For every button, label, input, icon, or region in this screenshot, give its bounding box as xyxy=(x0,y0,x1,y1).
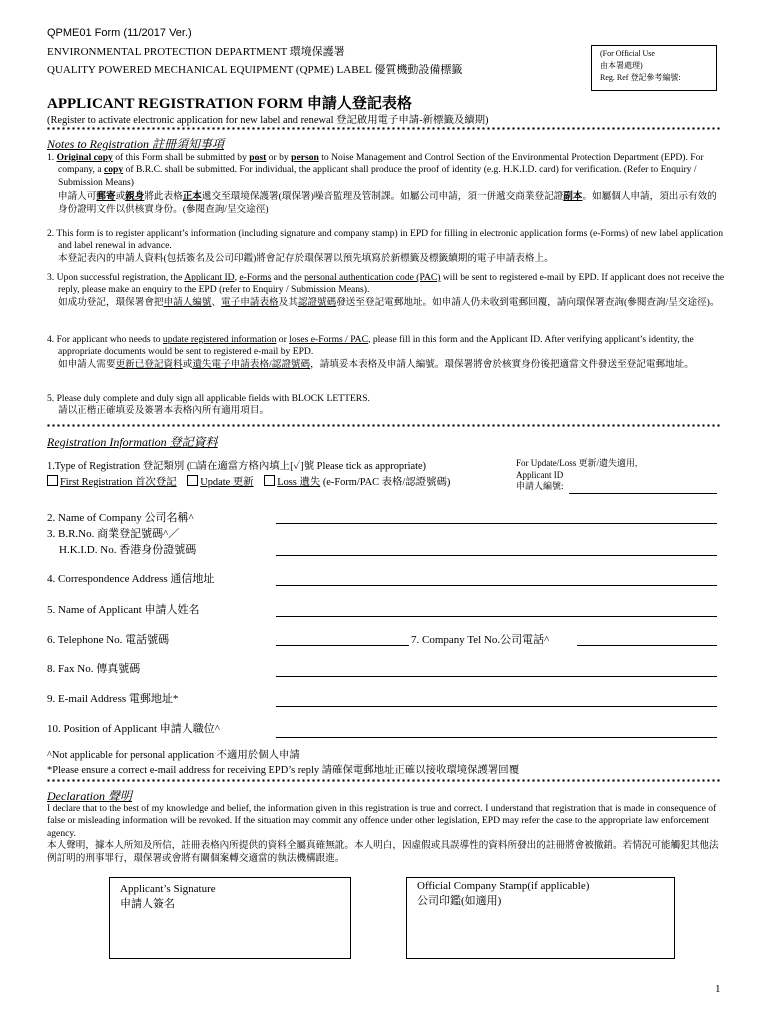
checkbox[interactable] xyxy=(47,475,58,486)
company-tel-label: 7. Company Tel No.公司電話^ xyxy=(411,634,550,646)
registration-type-options xyxy=(47,473,450,488)
telephone-label: 6. Telephone No. 電話號碼 xyxy=(47,634,170,646)
stamp-label-zh: 公司印鑑(如適用) xyxy=(417,895,502,907)
company-tel-input[interactable] xyxy=(577,645,717,646)
company-stamp-box[interactable] xyxy=(406,877,675,959)
official-use-line-2: 由本署處理) xyxy=(600,61,643,70)
signature-label: Applicant’s Signature xyxy=(120,883,216,895)
note-2-zh: 本登記表內的申請人資料(包括簽名及公司印鑑)將會記存於環保署以預先填寫於新標籤及標籤續期的電子申請表格上。 xyxy=(58,252,554,264)
declaration-text xyxy=(47,803,725,865)
footnote-personal: ^Not applicable for personal application 不適用於個人申請 xyxy=(47,750,300,761)
applicant-name-label: 5. Name of Applicant 申請人姓名 xyxy=(47,604,200,616)
notes-heading: Notes to Registration 註冊須知事項 xyxy=(47,137,225,151)
telephone-input[interactable] xyxy=(276,645,409,646)
note-3-en: 3. Upon successful registration, the Applicant ID, e-Forms and the personal authentication code (PAC) will be sent to registered e-mail by EPD. If applicant does not receive the reply, please make an enquiry to the EPD (refer to Enquiry / Submission Means). xyxy=(47,272,725,296)
stamp-label: Official Company Stamp(if applicable) xyxy=(417,880,590,892)
registration-heading: Registration Information 登記資料 xyxy=(47,435,218,449)
form-id: QPME01 Form (11/2017 Ver.) xyxy=(47,27,192,39)
applicant-id-input[interactable] xyxy=(569,493,717,494)
registration-type-label: 1.Type of Registration 登記類別 (□請在適當方格內填上[✓]號 Please tick as appropriate) xyxy=(47,461,427,472)
note-1 xyxy=(47,152,725,216)
applicant-name-input[interactable] xyxy=(276,616,717,617)
note-3 xyxy=(47,272,725,309)
note-4-en: 4. For applicant who needs to update registered information or loses e-Forms / PAC, please fill in this form and the Applicant ID. After verifying applicant’s identity, the appropriate documents would be sent to registered e-mail by EPD. xyxy=(47,334,694,358)
br-no-label: 3. B.R.No. 商業登記號碼^／ xyxy=(47,528,180,540)
checkbox[interactable] xyxy=(187,475,198,486)
checkbox[interactable] xyxy=(264,475,275,486)
address-label: 4. Correspondence Address 通信地址 xyxy=(47,573,215,585)
email-input[interactable] xyxy=(276,706,717,707)
option-first-registration[interactable]: First Registration 首次登記 xyxy=(47,477,177,488)
declaration-heading: Declaration 聲明 xyxy=(47,789,132,803)
fax-label: 8. Fax No. 傳真號碼 xyxy=(47,663,141,675)
option-loss[interactable]: Loss 遺失 xyxy=(264,477,320,488)
declaration-zh: 本人聲明，據本人所知及所信，註冊表格內所提供的資料全屬真確無訛。本人明白，因虛假或具誤導性的資料所發出的註冊將會被撤銷。若情況可能觸犯其他法例訂明的刑事罪行，環保署或會將有關個案轉交適當的執法機構跟進。 xyxy=(47,840,719,864)
note-2 xyxy=(47,228,725,265)
position-input[interactable] xyxy=(276,737,717,738)
signature-label-zh: 申請人簽名 xyxy=(120,898,175,910)
divider xyxy=(46,127,720,130)
option-update[interactable]: Update 更新 xyxy=(187,477,253,488)
note-4-zh: 如申請人需要更新已登記資料或遺失電子申請表格/認證號碼，請填妥本表格及申請人編號。環保署將會於核實身份後把適當文件發送至登記電郵地址。 xyxy=(58,358,694,370)
note-1-zh: 申請人可郵寄或親身將此表格正本遞交至環境保護署(環保署)噪音監理及管制課。如屬公司申請，須一併遞交商業登記證副本。如屬個人申請，須出示有效的身份證明文件以供核實身份。(參閱查詢/呈交途徑) xyxy=(58,191,717,215)
note-4 xyxy=(47,334,725,371)
footnote-email: *Please ensure a correct e-mail address for receiving EPD’s reply 請確保電郵地址正確以接收環境保護署回覆 xyxy=(47,765,520,776)
position-label: 10. Position of Applicant 申請人職位^ xyxy=(47,723,220,735)
address-input[interactable] xyxy=(276,585,717,586)
form-title: APPLICANT REGISTRATION FORM 申請人登記表格 xyxy=(47,96,412,112)
note-3-zh: 如成功登記，環保署會把申請人編號、電子申請表格及其認證號碼發送至登記電郵地址。如申請人仍未收到電郵回覆，請向環保署查詢(參閱查詢/呈交途徑)。 xyxy=(58,296,720,308)
form-subtitle: (Register to activate electronic application for new label and renewal 登記啟用電子申請-新標籤及續期) xyxy=(47,115,489,126)
declaration-en: I declare that to the best of my knowledge and belief, the information given in this registration is true and correct. I understand that registration that is made in consequence of false or misleading information will be revoked. If the situation may commit any offence under other legislation, EPD may refer the case to the appropriate law enforcement agency. xyxy=(47,803,717,839)
update-loss-note: For Update/Loss 更新/遺失適用, Applicant ID 申請人編號: xyxy=(516,458,638,491)
department-name: ENVIRONMENTAL PROTECTION DEPARTMENT 環境保護署 xyxy=(47,46,345,58)
hkid-no-label: H.K.I.D. No. 香港身份證號碼 xyxy=(59,544,197,556)
official-use-box xyxy=(591,45,717,91)
br-no-input[interactable] xyxy=(276,555,717,556)
page-number: 1 xyxy=(715,983,721,995)
fax-input[interactable] xyxy=(276,676,717,677)
divider xyxy=(46,424,720,427)
note-5-zh: 請以正楷正確填妥及簽署本表格內所有適用項目。 xyxy=(58,405,270,417)
note-1-en: 1. Original copy of this Form shall be submitted by post or by person to Noise Management and Control Section of the Environmental Protection Department (EPD). For company, a copy of B.R.C. shall be submitted. For individual, the applicant shall produce the proof of identity (e.g. H.K.I.D. card) for verification. (Refer to Enquiry / Submission Means) xyxy=(47,152,704,188)
note-5-en: 5. Please duly complete and duly sign all applicable fields with BLOCK LETTERS. xyxy=(47,393,370,404)
signature-box[interactable] xyxy=(109,877,351,959)
official-use-line-1: (For Official Use xyxy=(600,49,655,58)
divider xyxy=(46,779,720,782)
email-label: 9. E-mail Address 電郵地址* xyxy=(47,693,179,705)
note-5 xyxy=(47,393,725,418)
loss-note: (e-Form/PAC 表格/認證號碼) xyxy=(320,477,451,488)
company-name-label: 2. Name of Company 公司名稱^ xyxy=(47,512,194,524)
company-name-input[interactable] xyxy=(276,523,717,524)
label-name: QUALITY POWERED MECHANICAL EQUIPMENT (QPME) LABEL 優質機動設備標籤 xyxy=(47,64,463,76)
official-use-line-3: Reg. Ref 登記參考編號: xyxy=(600,73,681,82)
note-2-en: 2. This form is to register applicant’s information (including signature and company stamp) in EPD for filling in electronic application forms (e-Forms) of new label application and label renewal in advance. xyxy=(47,228,724,252)
